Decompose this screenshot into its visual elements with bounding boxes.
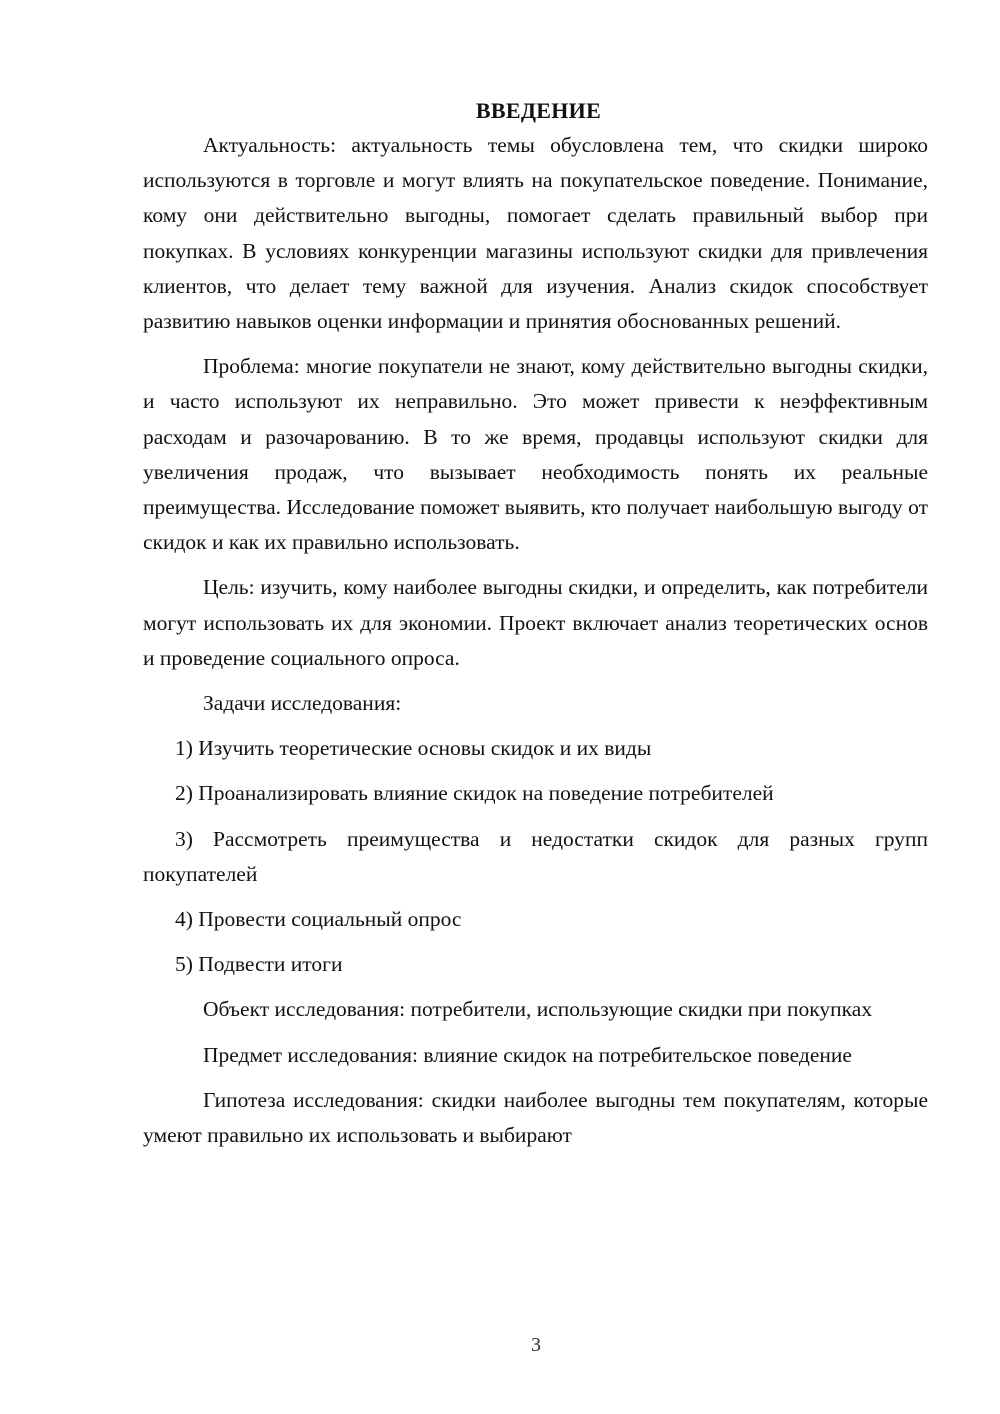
page-title: ВВЕДЕНИЕ bbox=[475, 98, 602, 123]
hypothesis-paragraph: Гипотеза исследования: скидки наиболее выгодны тем покупателям, которые умеют правильно их использовать и выбирают bbox=[143, 1087, 928, 1148]
page-number: 3 bbox=[531, 1334, 541, 1356]
task-item-1: 1) Изучить теоретические основы скидок и их виды bbox=[175, 736, 652, 761]
relevance-paragraph: Актуальность: актуальность темы обусловлена тем, что скидки широко используются в торговле и могут влиять на покупательское поведение. Понимание, кому они действительно выгодны, помогает сделать правильный выбор при покупках. В условиях конкуренции магазины используют скидки для привлечения клиентов, что делает тему важной для изучения. Анализ скидок способствует развитию навыков оценки информации и принятия обоснованных решений. bbox=[143, 133, 928, 334]
problem-paragraph: Проблема: многие покупатели не знают, кому действительно выгодны скидки, и часто используют их неправильно. Это может привести к неэффективным расходам и разочарованию. В то же время, продавцы используют скидки для увеличения продаж, что вызывает необходимость понять их реальные преимущества. Исследование поможет выявить, кто получает наибольшую выгоду от скидок и как их правильно использовать. bbox=[143, 354, 928, 555]
subject-paragraph: Предмет исследования: влияние скидок на потребительское поведение bbox=[203, 1042, 852, 1067]
task-item-5: 5) Подвести итоги bbox=[175, 952, 343, 977]
task-item-3: 3) Рассмотреть преимущества и недостатки скидок для разных групп покупателей bbox=[143, 826, 928, 886]
task-item-2: 2) Проанализировать влияние скидок на поведение потребителей bbox=[175, 781, 774, 806]
goal-paragraph: Цель: изучить, кому наиболее выгодны скидки, и определить, как потребители могут использовать их для экономии. Проект включает анализ теоретических основ и проведение социального опроса. bbox=[143, 575, 928, 670]
task-item-4: 4) Провести социальный опрос bbox=[175, 907, 462, 932]
tasks-heading: Задачи исследования: bbox=[203, 691, 402, 716]
object-paragraph: Объект исследования: потребители, использующие скидки при покупках bbox=[203, 997, 873, 1022]
document-page bbox=[143, 94, 928, 1163]
